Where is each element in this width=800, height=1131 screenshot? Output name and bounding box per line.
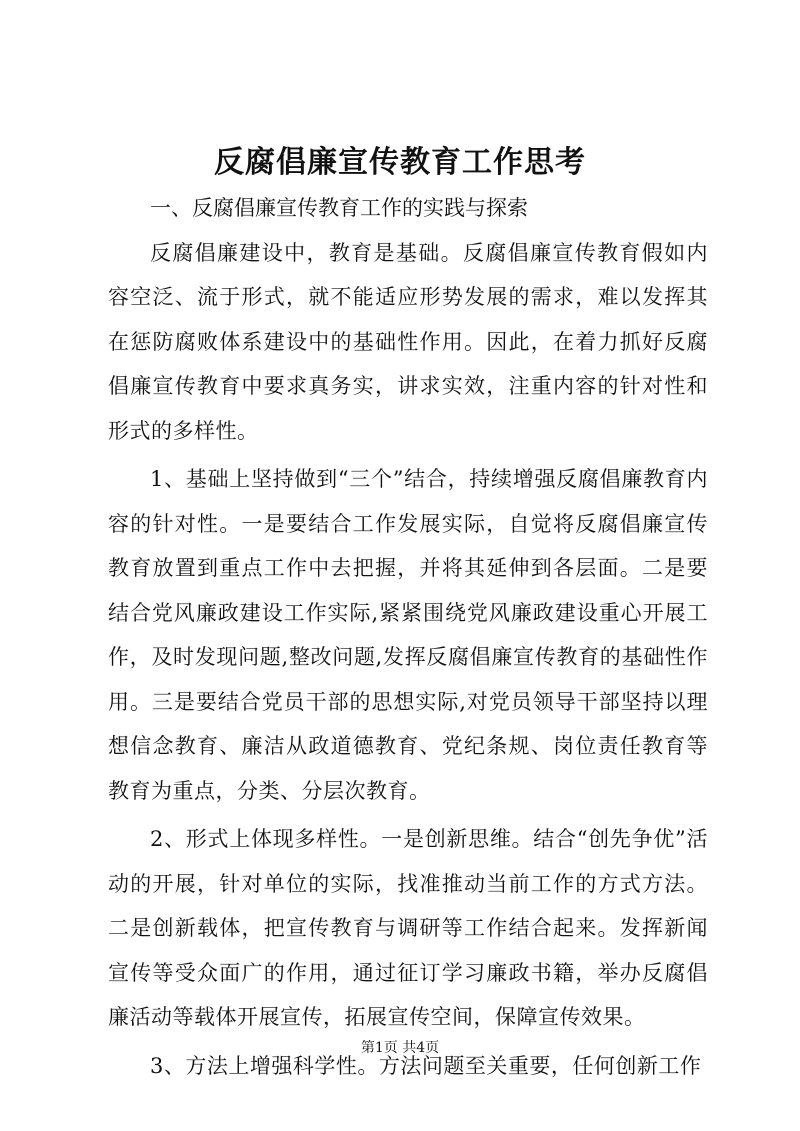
section-heading: 一、反腐倡廉宣传教育工作的实践与探索 [150, 196, 528, 220]
paragraph-point-1: 1、基础上坚持做到“三个”结合，持续增强反腐倡廉教育内容的针对性。一是要结合工作发展实际，自觉将反腐倡廉宣传教育放置到重点工作中去把握，并将其延伸到各层面。二是要结合党风廉政建设工作实际,紧紧围绕党风廉政建设重心开展工作，及时发现问题,整改问题,发挥反腐倡廉宣传教育的基础性作用。三是要结合党员干部的思想实际,对党员领导干部坚持以理想信念教育、廉洁从政道德教育、党纪条规、岗位责任教育等教育为重点，分类、分层次教育。 [108, 467, 708, 803]
paragraph-point-2: 2、形式上体现多样性。一是创新思维。结合“创先争优”活动的开展，针对单位的实际，找准推动当前工作的方式方法。二是创新载体，把宣传教育与调研等工作结合起来。发挥新闻宣传等受众面广的作用，通过征订学习廉政书籍，举办反腐倡廉活动等载体开展宣传，拓展宣传空间，保障宣传效果。 [108, 827, 708, 1029]
paragraph-intro: 反腐倡廉建设中，教育是基础。反腐倡廉宣传教育假如内容空泛、流于形式，就不能适应形势发展的需求，难以发挥其在惩防腐败体系建设中的基础性作用。因此，在着力抓好反腐倡廉宣传教育中要求真务实，讲求实效，注重内容的针对性和形式的多样性。 [108, 240, 708, 443]
paragraph-point-3: 3、方法上增强科学性。方法问题至关重要，任何创新工作 [150, 1053, 702, 1078]
document-title: 反腐倡廉宣传教育工作思考 [214, 145, 586, 180]
page-footer: 第1页 共4页 [360, 1040, 440, 1056]
document-body [108, 186, 708, 1088]
